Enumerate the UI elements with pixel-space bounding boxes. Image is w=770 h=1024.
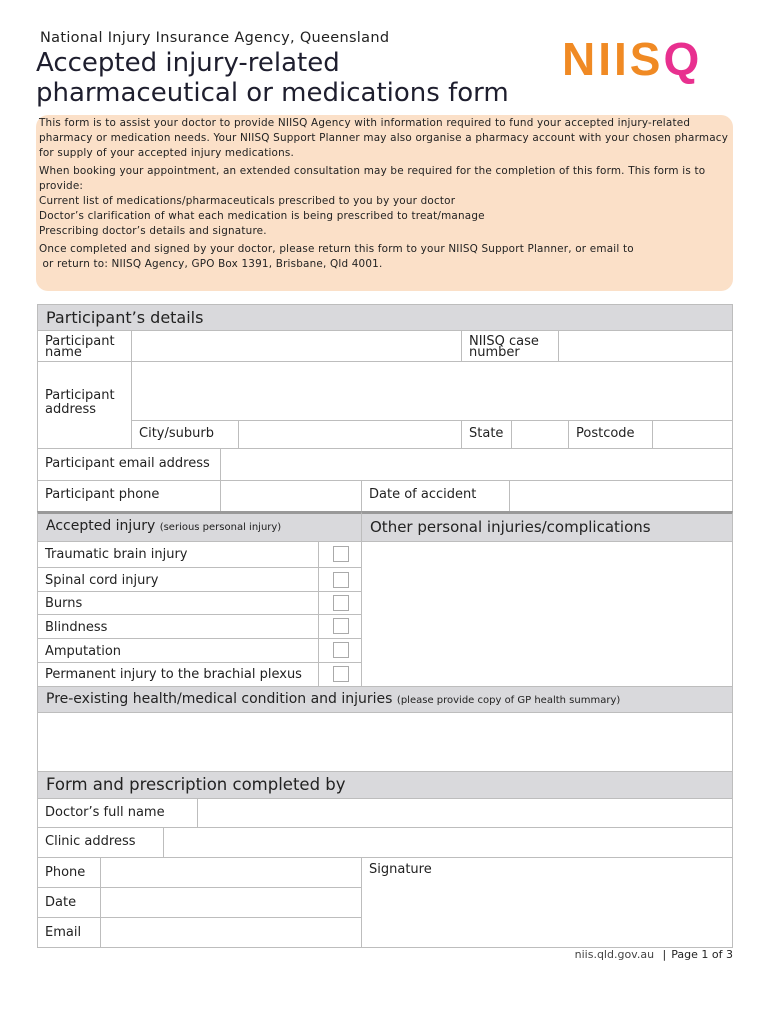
intro-box — [36, 115, 733, 291]
footer-separator: | — [662, 948, 667, 961]
state-label: State — [461, 420, 512, 449]
intro-list-item: Doctor’s clarification of what each medication is being prescribed to treat/manage — [39, 210, 485, 222]
blindness-checkbox[interactable] — [333, 618, 349, 634]
intro-list-item: Current list of medications/pharmaceuticals prescribed to you by your doctor — [39, 195, 456, 207]
preexisting-heading — [37, 686, 733, 713]
participant-name-label: Participant name — [37, 330, 132, 362]
footer-site: niis.qld.gov.au — [574, 948, 655, 961]
injury-label: Amputation — [37, 638, 319, 663]
clinic-address-input[interactable] — [163, 827, 733, 858]
accepted-injury-title: Accepted injury — [46, 518, 156, 534]
preexisting-title: Pre-existing health/medical condition and injuries — [46, 691, 393, 707]
intro-paragraph: Once completed and signed by your doctor, please return this form to your NIISQ Support Planner, or email to — [39, 243, 634, 255]
clinic-address-label: Clinic address — [37, 827, 164, 858]
doctor-email-input[interactable] — [100, 917, 362, 948]
email-label: Participant email address — [37, 448, 221, 481]
agency-name: National Injury Insurance Agency, Queensland — [40, 30, 390, 46]
preexisting-note: (please provide copy of GP health summary) — [396, 695, 621, 706]
traumatic-brain-injury-checkbox[interactable] — [333, 546, 349, 562]
logo-main: NIIS — [562, 33, 664, 85]
title-line-1: Accepted injury-related — [36, 48, 340, 78]
injury-checkbox-cell[interactable] — [318, 567, 362, 592]
injury-label: Blindness — [37, 614, 319, 639]
other-injuries-heading: Other personal injuries/complications — [361, 511, 733, 542]
burns-checkbox[interactable] — [333, 595, 349, 611]
doctor-phone-label: Phone — [37, 857, 101, 888]
brachial-plexus-checkbox[interactable] — [333, 666, 349, 682]
injury-checkbox-cell[interactable] — [318, 614, 362, 639]
doctor-email-label: Email — [37, 917, 101, 948]
logo-accent: Q — [663, 33, 703, 85]
doctor-name-label: Doctor’s full name — [37, 798, 198, 828]
state-input[interactable] — [511, 420, 569, 449]
injury-checkbox-cell[interactable] — [318, 662, 362, 687]
preexisting-input[interactable] — [37, 712, 733, 772]
date-of-accident-input[interactable] — [509, 480, 733, 512]
injury-label: Burns — [37, 591, 319, 615]
email-input[interactable] — [220, 448, 733, 481]
case-number-label: NIISQ case number — [461, 330, 559, 362]
doctor-name-input[interactable] — [197, 798, 733, 828]
page-number: Page 1 of 3 — [671, 948, 733, 961]
participant-name-input[interactable] — [131, 330, 462, 362]
city-label: City/suburb — [131, 420, 239, 449]
signature-label: Signature — [369, 862, 432, 877]
completed-by-heading: Form and prescription completed by — [37, 771, 733, 799]
intro-paragraph: When booking your appointment, an extended consultation may be required for the completion of this form. This form is to provide: — [39, 165, 706, 192]
injury-checkbox-cell[interactable] — [318, 591, 362, 615]
postcode-label: Postcode — [568, 420, 653, 449]
postcode-input[interactable] — [652, 420, 733, 449]
spinal-cord-injury-checkbox[interactable] — [333, 572, 349, 588]
case-number-input[interactable] — [558, 330, 733, 362]
phone-label: Participant phone — [37, 480, 221, 512]
doctor-phone-input[interactable] — [100, 857, 362, 888]
injury-label: Spinal cord injury — [37, 567, 319, 592]
footer — [575, 948, 733, 961]
date-label: Date — [37, 887, 101, 918]
intro-paragraph: This form is to assist your doctor to provide NIISQ Agency with information required to fund your accepted injury-related pharmacy or medication needs. Your NIISQ Support Planner may also organise a pharmacy account with your chosen pharmacy for supply of your accepted injury medications. — [39, 117, 729, 159]
date-input[interactable] — [100, 887, 362, 918]
amputation-checkbox[interactable] — [333, 642, 349, 658]
signature-field[interactable] — [361, 857, 733, 948]
injury-checkbox-cell[interactable] — [318, 541, 362, 568]
injury-label: Permanent injury to the brachial plexus — [37, 662, 319, 687]
injury-checkbox-cell[interactable] — [318, 638, 362, 663]
accepted-injury-note: (serious personal injury) — [159, 522, 282, 533]
page-title — [36, 48, 509, 108]
intro-list-item: Prescribing doctor’s details and signature. — [39, 225, 267, 237]
intro-paragraph: or return to: NIISQ Agency, GPO Box 1391, Brisbane, Qld 4001. — [39, 258, 383, 270]
other-injuries-input[interactable] — [361, 541, 733, 687]
niisq-logo — [562, 32, 702, 86]
participant-address-label: Participant address — [37, 361, 132, 449]
date-of-accident-label: Date of accident — [361, 480, 510, 512]
phone-input[interactable] — [220, 480, 362, 512]
title-line-2: pharmaceutical or medications form — [36, 78, 509, 108]
accepted-injury-heading — [37, 511, 362, 542]
participant-details-heading: Participant’s details — [37, 304, 733, 331]
address-input[interactable] — [131, 361, 733, 421]
city-input[interactable] — [238, 420, 462, 449]
injury-label: Traumatic brain injury — [37, 541, 319, 568]
